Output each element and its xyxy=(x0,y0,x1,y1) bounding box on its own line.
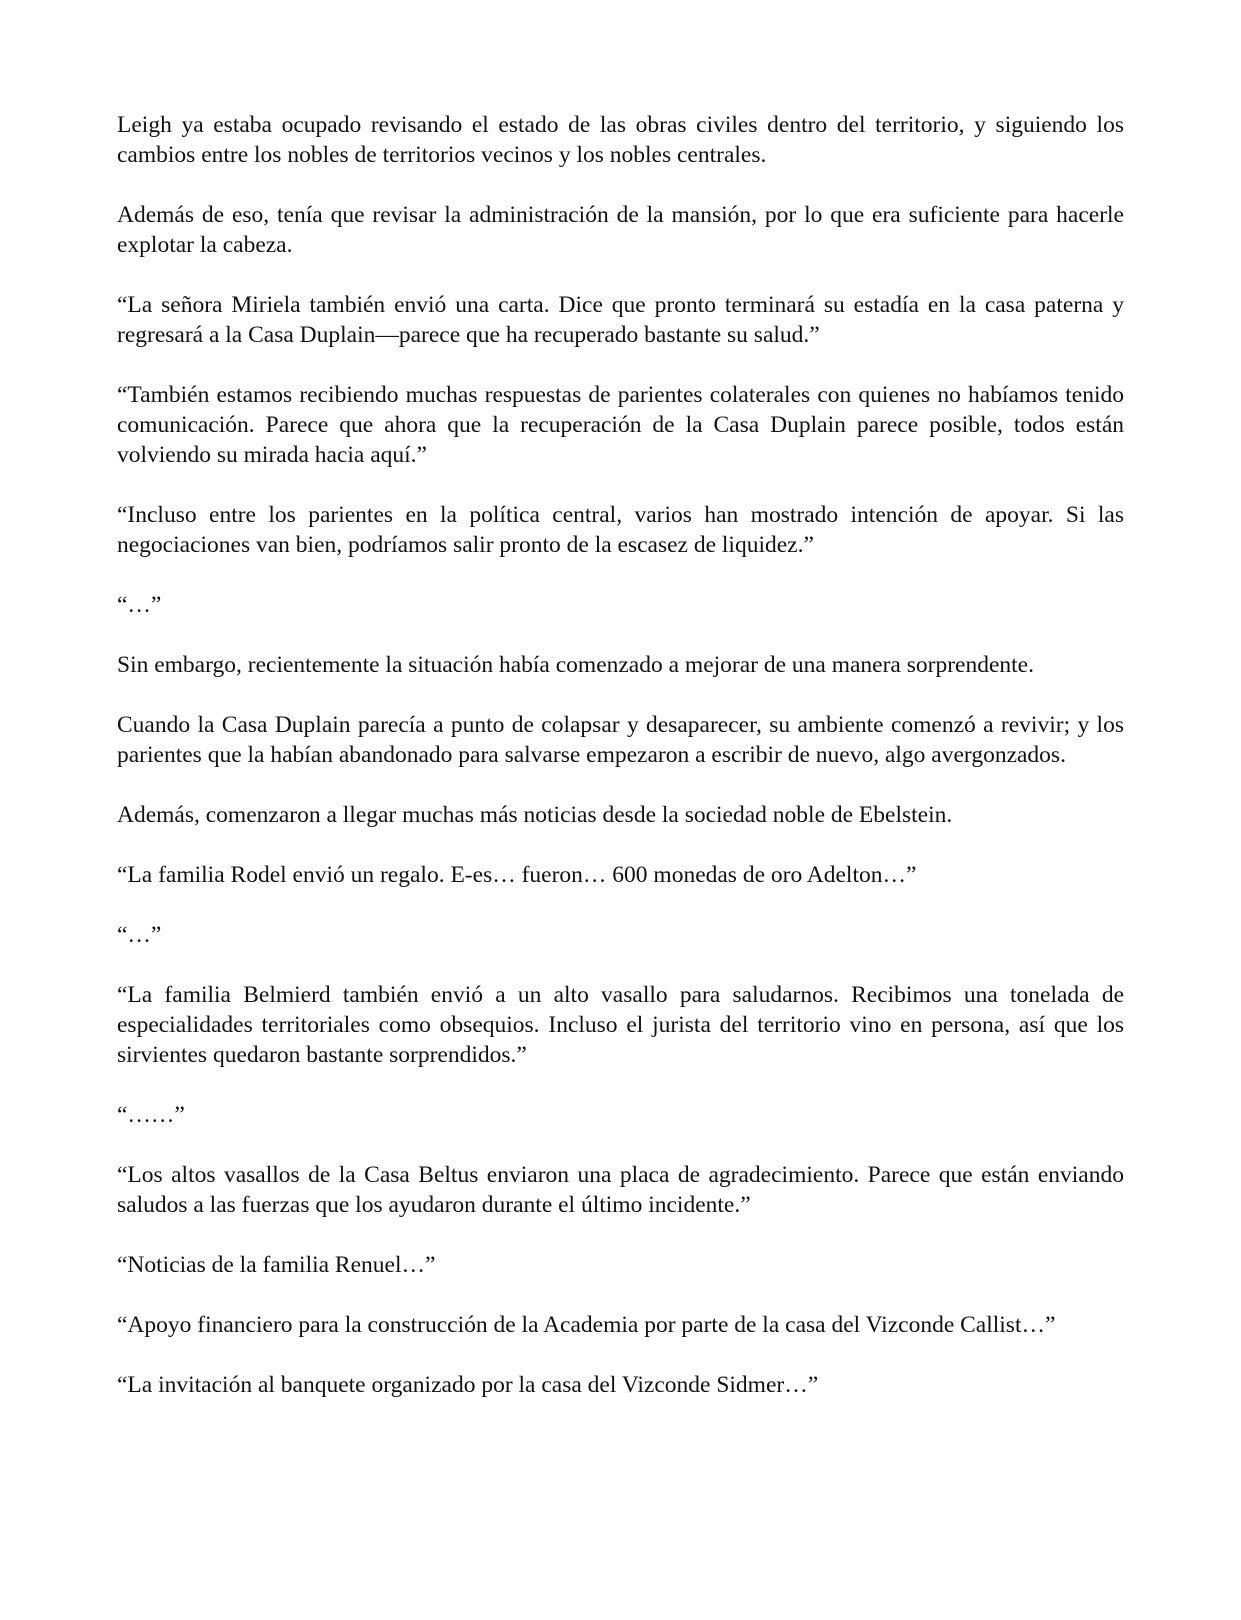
paragraph: Sin embargo, recientemente la situación había comenzado a mejorar de una manera sorprendente. xyxy=(117,652,1034,678)
paragraph: “La familia Rodel envió un regalo. E-es… fueron… 600 monedas de oro Adelton…” xyxy=(117,862,917,888)
paragraph: “También estamos recibiendo muchas respuestas de parientes colaterales con quienes no habíamos tenido comunicación. Parece que ahora que la recuperación de la Casa Duplain parece posible, todos están volviendo su mirada hacia aquí.” xyxy=(117,382,1124,468)
paragraph: “Noticias de la familia Renuel…” xyxy=(117,1252,436,1278)
paragraph: “Incluso entre los parientes en la política central, varios han mostrado intención de apoyar. Si las negociaciones van bien, podríamos salir pronto de la escasez de liquidez.” xyxy=(117,502,1124,558)
paragraph: “……” xyxy=(117,1102,185,1128)
paragraph: “La señora Miriela también envió una carta. Dice que pronto terminará su estadía en la casa paterna y regresará a la Casa Duplain—parece que ha recuperado bastante su salud.” xyxy=(117,292,1124,348)
paragraph: “…” xyxy=(117,922,162,948)
paragraph: “La familia Belmierd también envió a un alto vasallo para saludarnos. Recibimos una tonelada de especialidades territoriales como obsequios. Incluso el jurista del territorio vino en persona, así que los sirvientes quedaron bastante sorprendidos.” xyxy=(117,982,1124,1068)
document-page xyxy=(117,110,1124,1430)
paragraph: Cuando la Casa Duplain parecía a punto de colapsar y desaparecer, su ambiente comenzó a revivir; y los parientes que la habían abandonado para salvarse empezaron a escribir de nuevo, algo avergonzados. xyxy=(117,712,1124,768)
paragraph: Además de eso, tenía que revisar la administración de la mansión, por lo que era suficiente para hacerle explotar la cabeza. xyxy=(117,202,1124,258)
paragraph: “La invitación al banquete organizado por la casa del Vizconde Sidmer…” xyxy=(117,1372,819,1398)
paragraph: “Apoyo financiero para la construcción de la Academia por parte de la casa del Vizconde Callist…” xyxy=(117,1312,1056,1338)
paragraph: Leigh ya estaba ocupado revisando el estado de las obras civiles dentro del territorio, y siguiendo los cambios entre los nobles de territorios vecinos y los nobles centrales. xyxy=(117,112,1124,168)
paragraph: “…” xyxy=(117,592,162,618)
paragraph: “Los altos vasallos de la Casa Beltus enviaron una placa de agradecimiento. Parece que están enviando saludos a las fuerzas que los ayudaron durante el último incidente.” xyxy=(117,1162,1124,1218)
paragraph: Además, comenzaron a llegar muchas más noticias desde la sociedad noble de Ebelstein. xyxy=(117,802,953,828)
